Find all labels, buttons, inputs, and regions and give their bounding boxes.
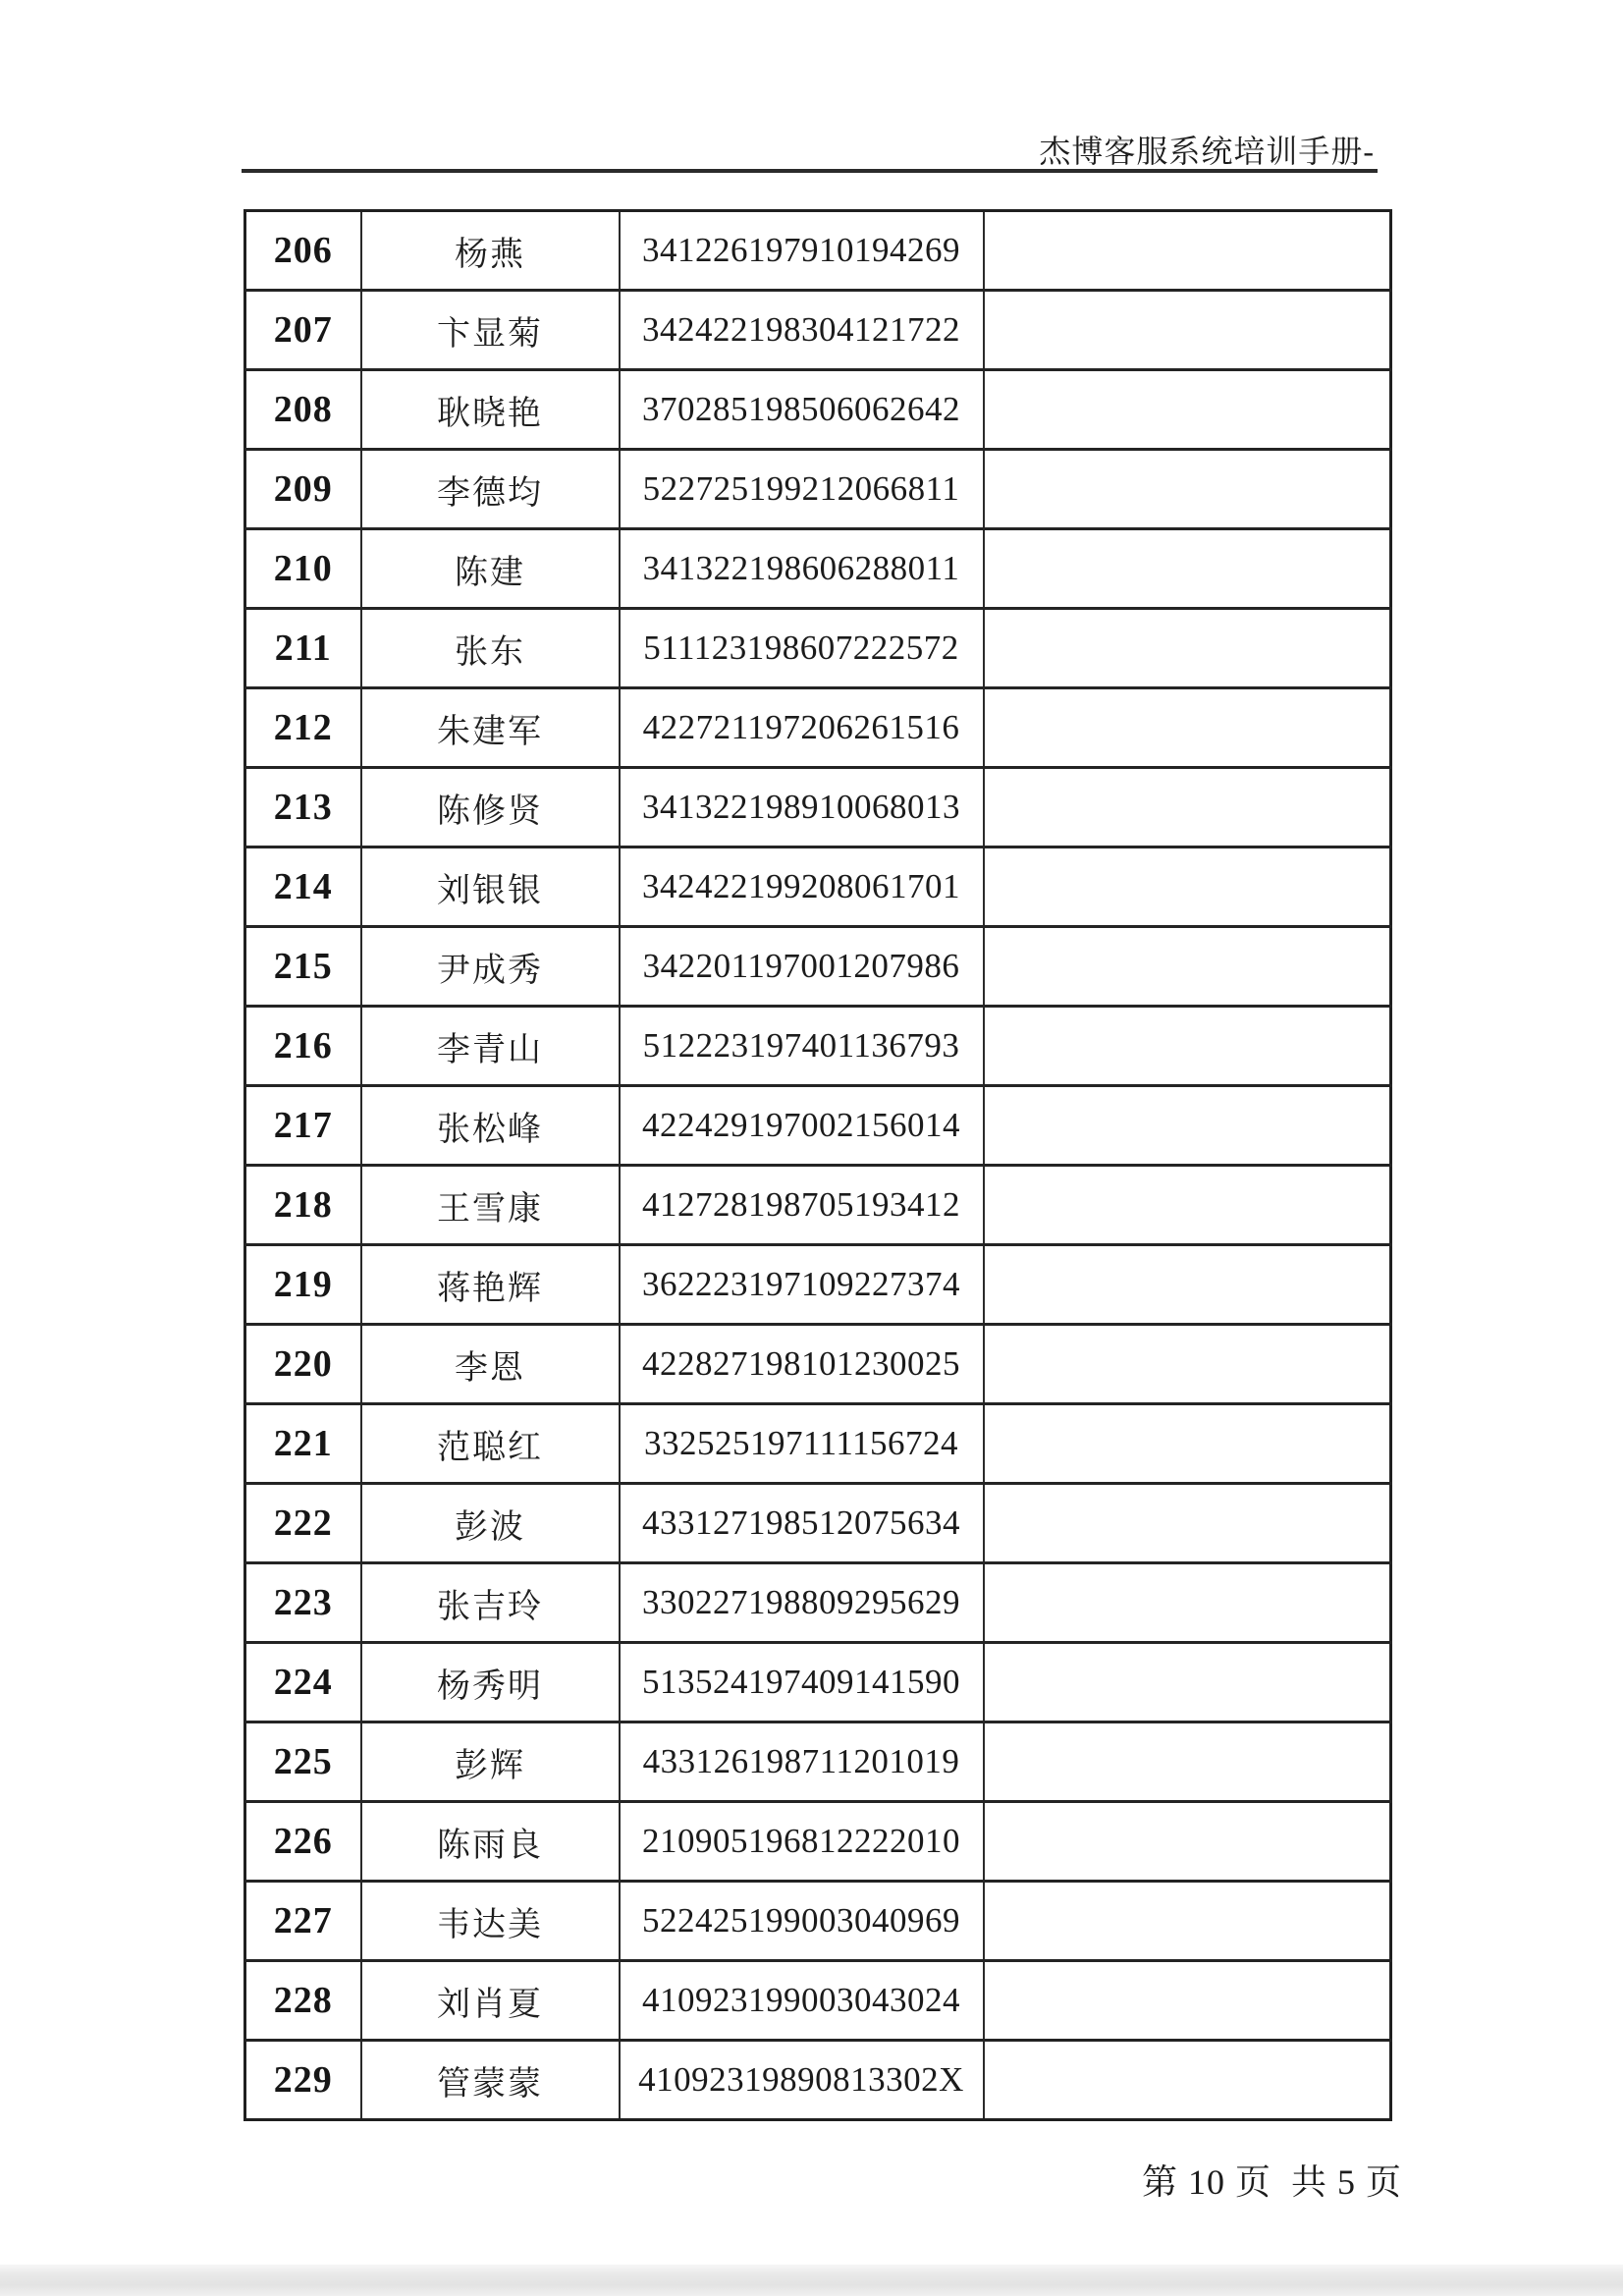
name-cell: 张松峰 <box>361 1086 620 1166</box>
name-cell: 尹成秀 <box>361 927 620 1007</box>
row-number-cell: 208 <box>245 370 361 450</box>
table-row <box>245 1643 1391 1722</box>
name-cell: 王雪康 <box>361 1166 620 1245</box>
id-number-cell: 511123198607222572 <box>620 609 984 688</box>
id-number-cell: 410923199003043024 <box>620 1961 984 2041</box>
roster-table <box>243 209 1392 2121</box>
notes-cell <box>984 1404 1391 1484</box>
name-cell: 李青山 <box>361 1007 620 1086</box>
name-cell: 管蒙蒙 <box>361 2041 620 2120</box>
row-number-cell: 221 <box>245 1404 361 1484</box>
notes-cell <box>984 2041 1391 2120</box>
table-row <box>245 370 1391 450</box>
name-cell: 陈雨良 <box>361 1802 620 1882</box>
notes-cell <box>984 291 1391 370</box>
notes-cell <box>984 1007 1391 1086</box>
document-header-title: 杰博客服系统培训手册- <box>1039 134 1375 169</box>
id-number-cell: 422721197206261516 <box>620 688 984 768</box>
table-row <box>245 1802 1391 1882</box>
notes-cell <box>984 927 1391 1007</box>
row-number-cell: 218 <box>245 1166 361 1245</box>
row-number-cell: 213 <box>245 768 361 847</box>
id-number-cell: 370285198506062642 <box>620 370 984 450</box>
id-number-cell: 513524197409141590 <box>620 1643 984 1722</box>
row-number-cell: 215 <box>245 927 361 1007</box>
notes-cell <box>984 1882 1391 1961</box>
table-row <box>245 688 1391 768</box>
id-number-cell: 342201197001207986 <box>620 927 984 1007</box>
table-row <box>245 291 1391 370</box>
id-number-cell: 522725199212066811 <box>620 450 984 529</box>
header-rule-line <box>242 169 1378 173</box>
notes-cell <box>984 1802 1391 1882</box>
scan-edge-shadow <box>0 2265 1623 2296</box>
notes-cell <box>984 450 1391 529</box>
table-row <box>245 1961 1391 2041</box>
name-cell: 张吉玲 <box>361 1563 620 1643</box>
id-number-cell: 342422199208061701 <box>620 847 984 927</box>
row-number-cell: 224 <box>245 1643 361 1722</box>
id-number-cell: 433126198711201019 <box>620 1722 984 1802</box>
table-row <box>245 1882 1391 1961</box>
table-row <box>245 1484 1391 1563</box>
name-cell: 李德均 <box>361 450 620 529</box>
notes-cell <box>984 1166 1391 1245</box>
id-number-cell: 412728198705193412 <box>620 1166 984 1245</box>
row-number-cell: 212 <box>245 688 361 768</box>
row-number-cell: 220 <box>245 1325 361 1404</box>
name-cell: 范聪红 <box>361 1404 620 1484</box>
notes-cell <box>984 688 1391 768</box>
row-number-cell: 211 <box>245 609 361 688</box>
table-row <box>245 529 1391 609</box>
notes-cell <box>984 529 1391 609</box>
table-row <box>245 1563 1391 1643</box>
name-cell: 耿晓艳 <box>361 370 620 450</box>
id-number-cell: 522425199003040969 <box>620 1882 984 1961</box>
id-number-cell: 332525197111156724 <box>620 1404 984 1484</box>
notes-cell <box>984 1722 1391 1802</box>
notes-cell <box>984 768 1391 847</box>
notes-cell <box>984 1484 1391 1563</box>
id-number-cell: 341322198606288011 <box>620 529 984 609</box>
row-number-cell: 207 <box>245 291 361 370</box>
table-row <box>245 927 1391 1007</box>
notes-cell <box>984 847 1391 927</box>
name-cell: 杨秀明 <box>361 1643 620 1722</box>
table-row <box>245 1325 1391 1404</box>
name-cell: 韦达美 <box>361 1882 620 1961</box>
table-row <box>245 1245 1391 1325</box>
table-row <box>245 1166 1391 1245</box>
row-number-cell: 222 <box>245 1484 361 1563</box>
name-cell: 彭波 <box>361 1484 620 1563</box>
row-number-cell: 209 <box>245 450 361 529</box>
name-cell: 朱建军 <box>361 688 620 768</box>
name-cell: 陈建 <box>361 529 620 609</box>
table-row <box>245 847 1391 927</box>
notes-cell <box>984 1245 1391 1325</box>
id-number-cell: 422429197002156014 <box>620 1086 984 1166</box>
name-cell: 蒋艳辉 <box>361 1245 620 1325</box>
row-number-cell: 226 <box>245 1802 361 1882</box>
id-number-cell: 41092319890813302X <box>620 2041 984 2120</box>
row-number-cell: 206 <box>273 230 333 271</box>
id-number-cell: 362223197109227374 <box>620 1245 984 1325</box>
notes-cell <box>984 1086 1391 1166</box>
page-number-indicator: 第 10 页 共 5 页 <box>1142 2162 1403 2202</box>
id-number-cell: 433127198512075634 <box>620 1484 984 1563</box>
notes-cell <box>984 1643 1391 1722</box>
table-row <box>245 2041 1391 2120</box>
table-row <box>245 609 1391 688</box>
name-cell: 陈修贤 <box>361 768 620 847</box>
row-number-cell: 227 <box>245 1882 361 1961</box>
id-number-cell: 330227198809295629 <box>620 1563 984 1643</box>
name-cell: 刘肖夏 <box>361 1961 620 2041</box>
row-number-cell: 217 <box>245 1086 361 1166</box>
row-number-cell: 228 <box>245 1961 361 2041</box>
id-number-cell: 422827198101230025 <box>620 1325 984 1404</box>
row-number-cell: 225 <box>245 1722 361 1802</box>
name-cell: 张东 <box>361 609 620 688</box>
notes-cell <box>984 1563 1391 1643</box>
row-number-cell: 210 <box>245 529 361 609</box>
notes-cell <box>984 609 1391 688</box>
name-cell: 卞显菊 <box>361 291 620 370</box>
name-cell: 刘银银 <box>361 847 620 927</box>
id-number-cell: 341322198910068013 <box>620 768 984 847</box>
id-number-cell: 341226197910194269 <box>620 211 984 291</box>
name-cell: 李恩 <box>361 1325 620 1404</box>
id-number-cell: 512223197401136793 <box>620 1007 984 1086</box>
row-number-cell: 219 <box>245 1245 361 1325</box>
notes-cell <box>984 1961 1391 2041</box>
row-number-cell: 216 <box>245 1007 361 1086</box>
id-number-cell: 210905196812222010 <box>620 1802 984 1882</box>
table-row <box>245 1404 1391 1484</box>
table-row <box>245 211 1391 291</box>
notes-cell <box>984 1325 1391 1404</box>
notes-cell <box>984 370 1391 450</box>
row-number-cell: 214 <box>245 847 361 927</box>
name-cell: 彭辉 <box>361 1722 620 1802</box>
notes-cell <box>984 211 1391 291</box>
name-cell: 杨燕 <box>361 211 620 291</box>
table-row <box>245 768 1391 847</box>
table-row <box>245 1086 1391 1166</box>
table-row <box>245 1007 1391 1086</box>
table-row <box>245 450 1391 529</box>
row-number-cell: 223 <box>245 1563 361 1643</box>
id-number-cell: 342422198304121722 <box>620 291 984 370</box>
table-row <box>245 1722 1391 1802</box>
row-number-cell: 229 <box>245 2041 361 2120</box>
